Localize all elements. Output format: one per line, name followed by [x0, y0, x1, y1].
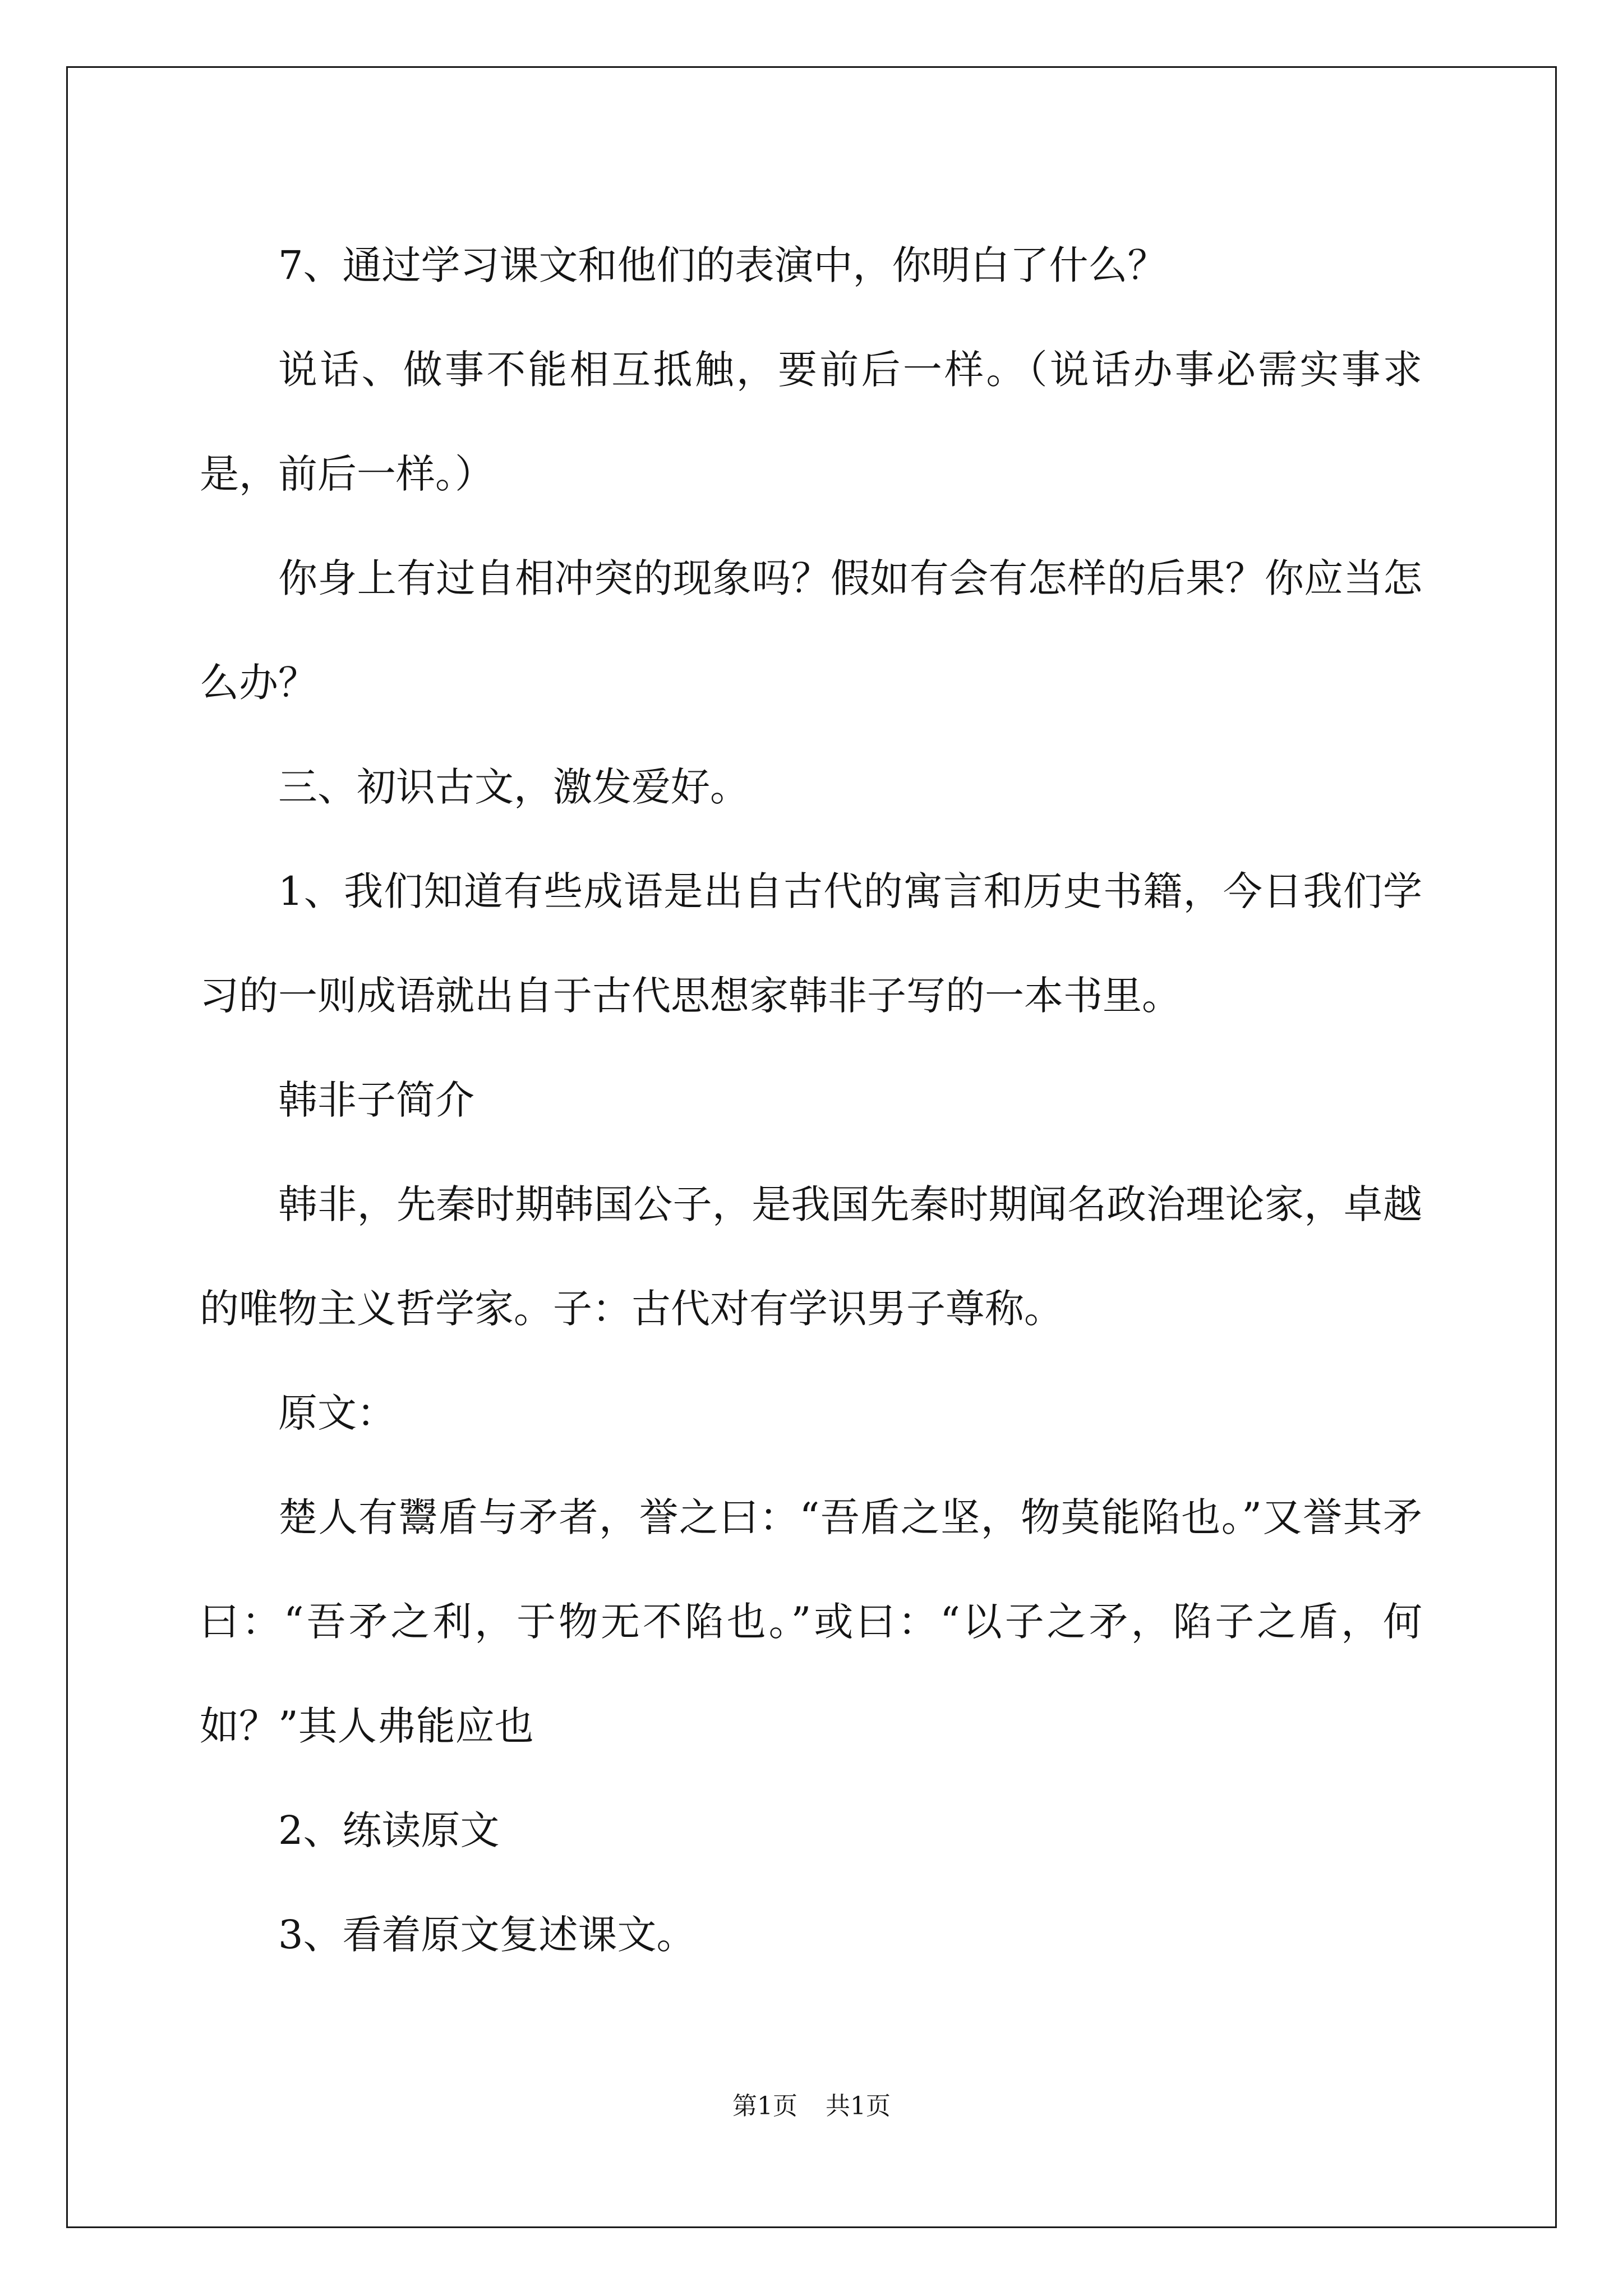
paragraph-reflection: 你身上有过自相冲突的现象吗？假如有会有怎样的后果？你应当怎么办？ — [200, 555, 1422, 706]
paragraph-answer: 说话、做事不能相互抵触，要前后一样。（说话办事必需实事求是，前后一样。） — [200, 347, 1422, 497]
paragraph-author-bio: 韩非，先秦时期韩国公子，是我国先秦时期闻名政治理论家，卓越的唯物主义哲学家。子：古代对有学识男子尊称。 — [200, 1181, 1422, 1332]
paragraph-intro: 1、我们知道有些成语是出自古代的寓言和历史书籍，今日我们学习的一则成语就出自于古代思想家韩非子写的一本书里。 — [200, 868, 1422, 1019]
page-number: 第1页 — [732, 2092, 797, 2120]
section-heading: 三、初识古文，激发爱好。 — [278, 764, 749, 810]
page-footer — [0, 2086, 1623, 2122]
paragraph-question-7: 7、通过学习课文和他们的表演中，你明白了什么？ — [278, 242, 1167, 288]
subheading-author: 韩非子简介 — [278, 1077, 474, 1123]
paragraph-step-2: 2、练读原文 — [278, 1807, 500, 1853]
paragraph-step-3: 3、看着原文复述课文。 — [278, 1912, 696, 1958]
paragraph-original-text: 楚人有鬻盾与矛者，誉之曰：“吾盾之坚，物莫能陷也。”又誉其矛曰：“吾矛之利，于物无不陷也。”或曰：“以子之矛，陷子之盾，何如？”其人弗能应也 — [200, 1494, 1422, 1749]
document-body — [200, 213, 1422, 1987]
subheading-original-text: 原文： — [278, 1390, 396, 1436]
page-total: 共1页 — [826, 2092, 891, 2120]
